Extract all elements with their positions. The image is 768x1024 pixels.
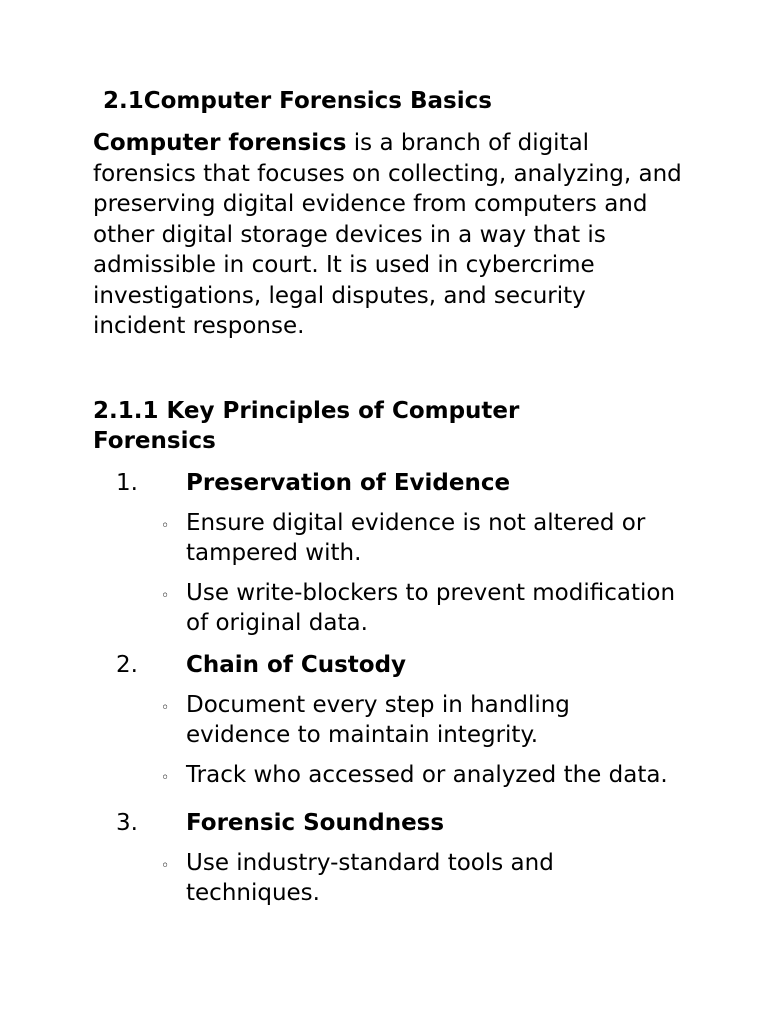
bullet-text: Document every step in handling evidence to maintain integrity. — [186, 691, 570, 748]
principle-label: Forensic Soundness — [186, 809, 445, 836]
bullet-item — [93, 690, 693, 750]
bullet-item — [93, 508, 693, 568]
principle-item — [93, 650, 693, 680]
bullet-marker: ◦ — [161, 517, 170, 534]
principle-label: Chain of Custody — [186, 651, 407, 678]
principle-item — [93, 808, 693, 838]
document-page — [93, 86, 693, 908]
principle-label: Preservation of Evidence — [186, 469, 511, 496]
intro-bold-term: Computer forensics — [93, 130, 347, 156]
intro-paragraph — [93, 128, 683, 342]
bullet-marker: ◦ — [161, 699, 170, 716]
principle-number: 2. — [116, 651, 138, 678]
bullet-item — [93, 760, 693, 796]
subsection-title: 2.1.1 Key Principles of Computer Forensics — [93, 397, 520, 454]
principle-number: 3. — [116, 809, 138, 836]
bullet-text: Use write-blockers to prevent modification of original data. — [186, 579, 676, 636]
bullet-text: Use industry-standard tools and techniques. — [186, 849, 554, 906]
bullet-item — [93, 848, 693, 908]
intro-text: is a branch of digital forensics that focuses on collecting, analyzing, and preserving digital evidence from computers and other digital storage devices in a way that is admissible in court. It is used in cybercrime investigations, legal disputes, and security incident response. — [93, 130, 682, 339]
principle-item — [93, 468, 693, 498]
bullet-marker: ◦ — [161, 769, 170, 786]
principles-list — [93, 468, 693, 908]
bullet-text: Track who accessed or analyzed the data. — [186, 761, 668, 788]
principle-number: 1. — [116, 469, 138, 496]
section-title: 2.1Computer Forensics Basics — [103, 88, 492, 114]
bullet-text: Ensure digital evidence is not altered or tampered with. — [186, 509, 646, 566]
bullet-item — [93, 578, 693, 638]
bullet-marker: ◦ — [161, 857, 170, 874]
bullet-marker: ◦ — [161, 587, 170, 604]
